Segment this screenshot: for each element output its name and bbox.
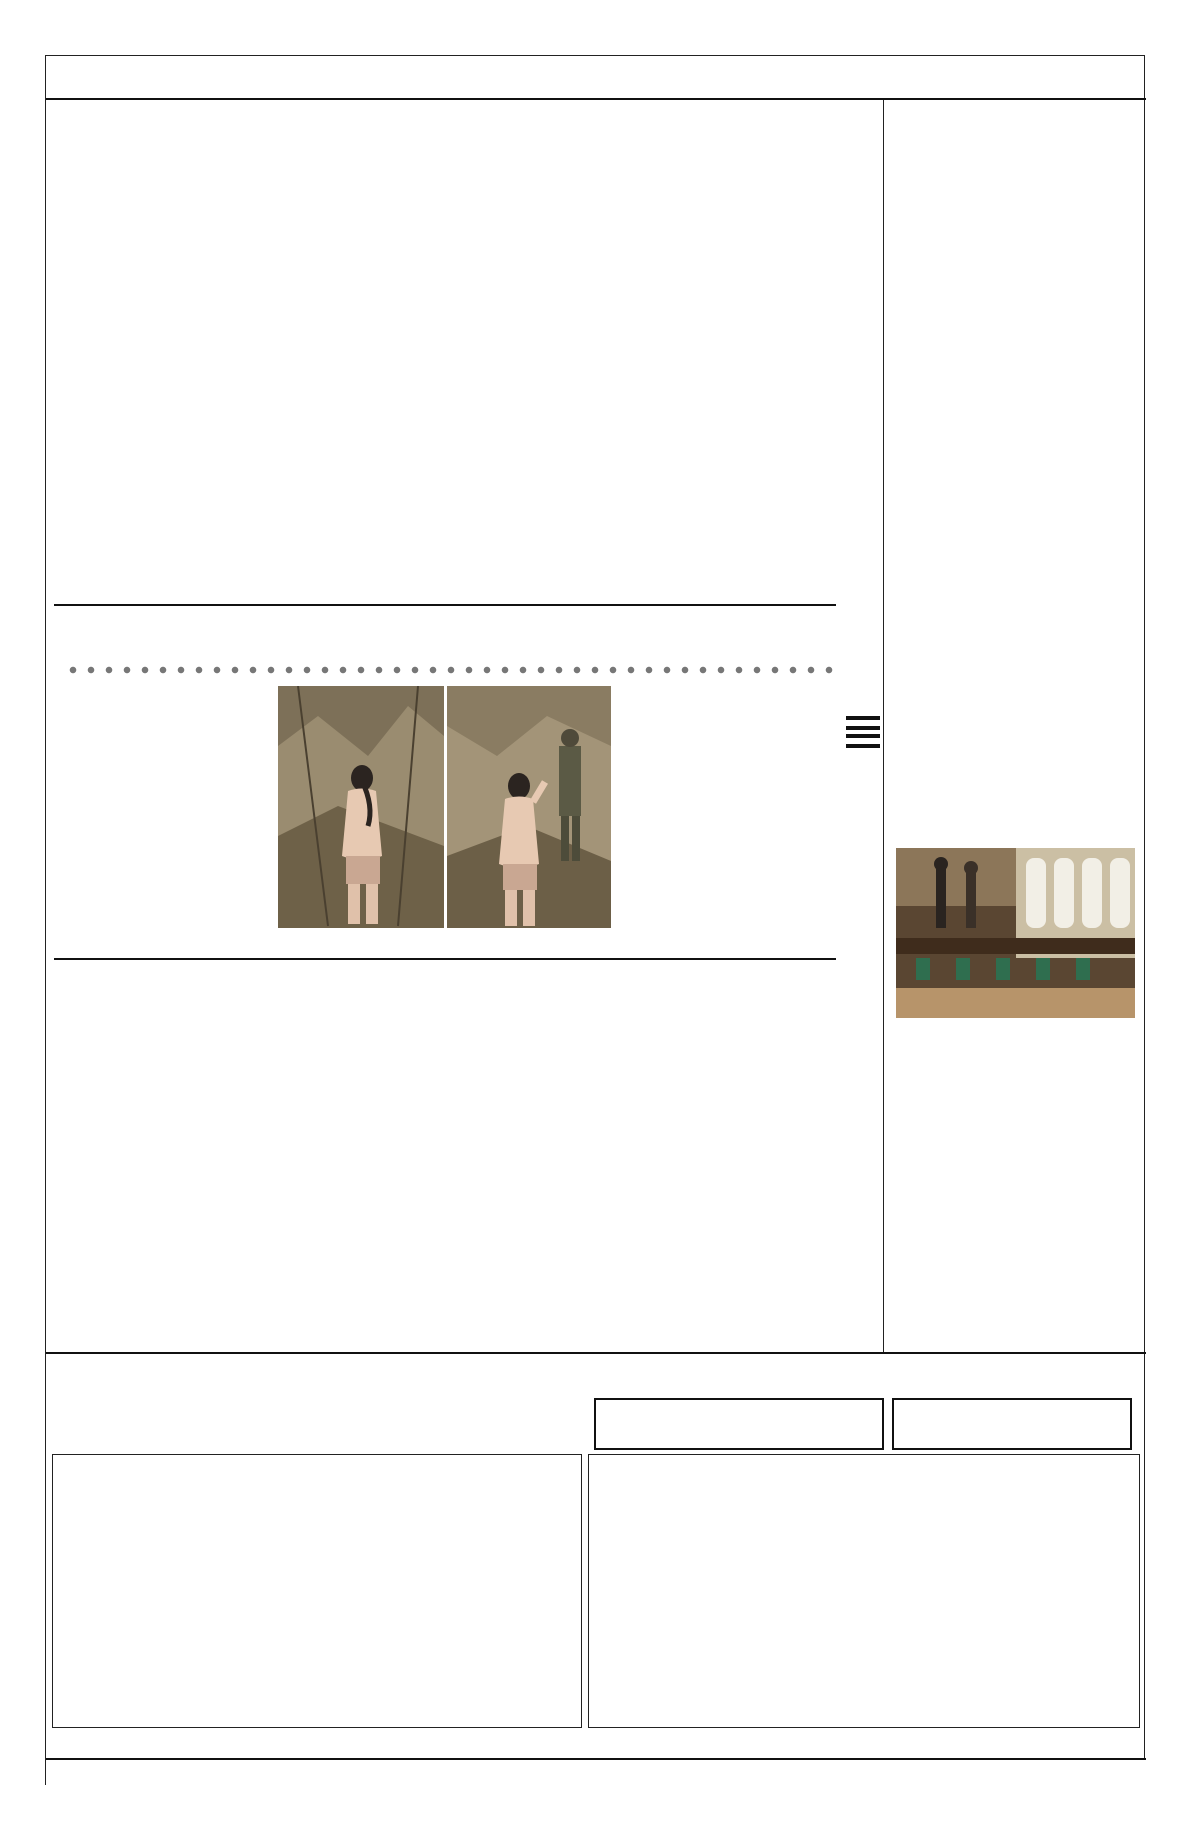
cafe-photo [896, 848, 1135, 1018]
article1-body [54, 216, 836, 600]
actress-photo-1 [278, 686, 444, 928]
right-column [883, 100, 1146, 1352]
divider [54, 958, 836, 960]
dots-rule [64, 664, 834, 676]
real-estate-ad [46, 1352, 1146, 1786]
section-vertical-tag [846, 716, 880, 748]
rent-listings [588, 1454, 1140, 1728]
recruit-box [594, 1398, 884, 1450]
newspaper-page [45, 55, 1145, 1785]
right-article2-body [884, 584, 1146, 842]
sale-listings [52, 1454, 582, 1728]
right-article1-body [884, 102, 1146, 576]
article3-body [54, 1058, 836, 1348]
contact-line [46, 1758, 1146, 1788]
divider [54, 604, 836, 606]
fee-box [892, 1398, 1132, 1450]
services-line [46, 1734, 1146, 1756]
right-article3-body [884, 1024, 1146, 1028]
page-header [46, 56, 1146, 100]
actress-photo-2 [447, 686, 611, 928]
